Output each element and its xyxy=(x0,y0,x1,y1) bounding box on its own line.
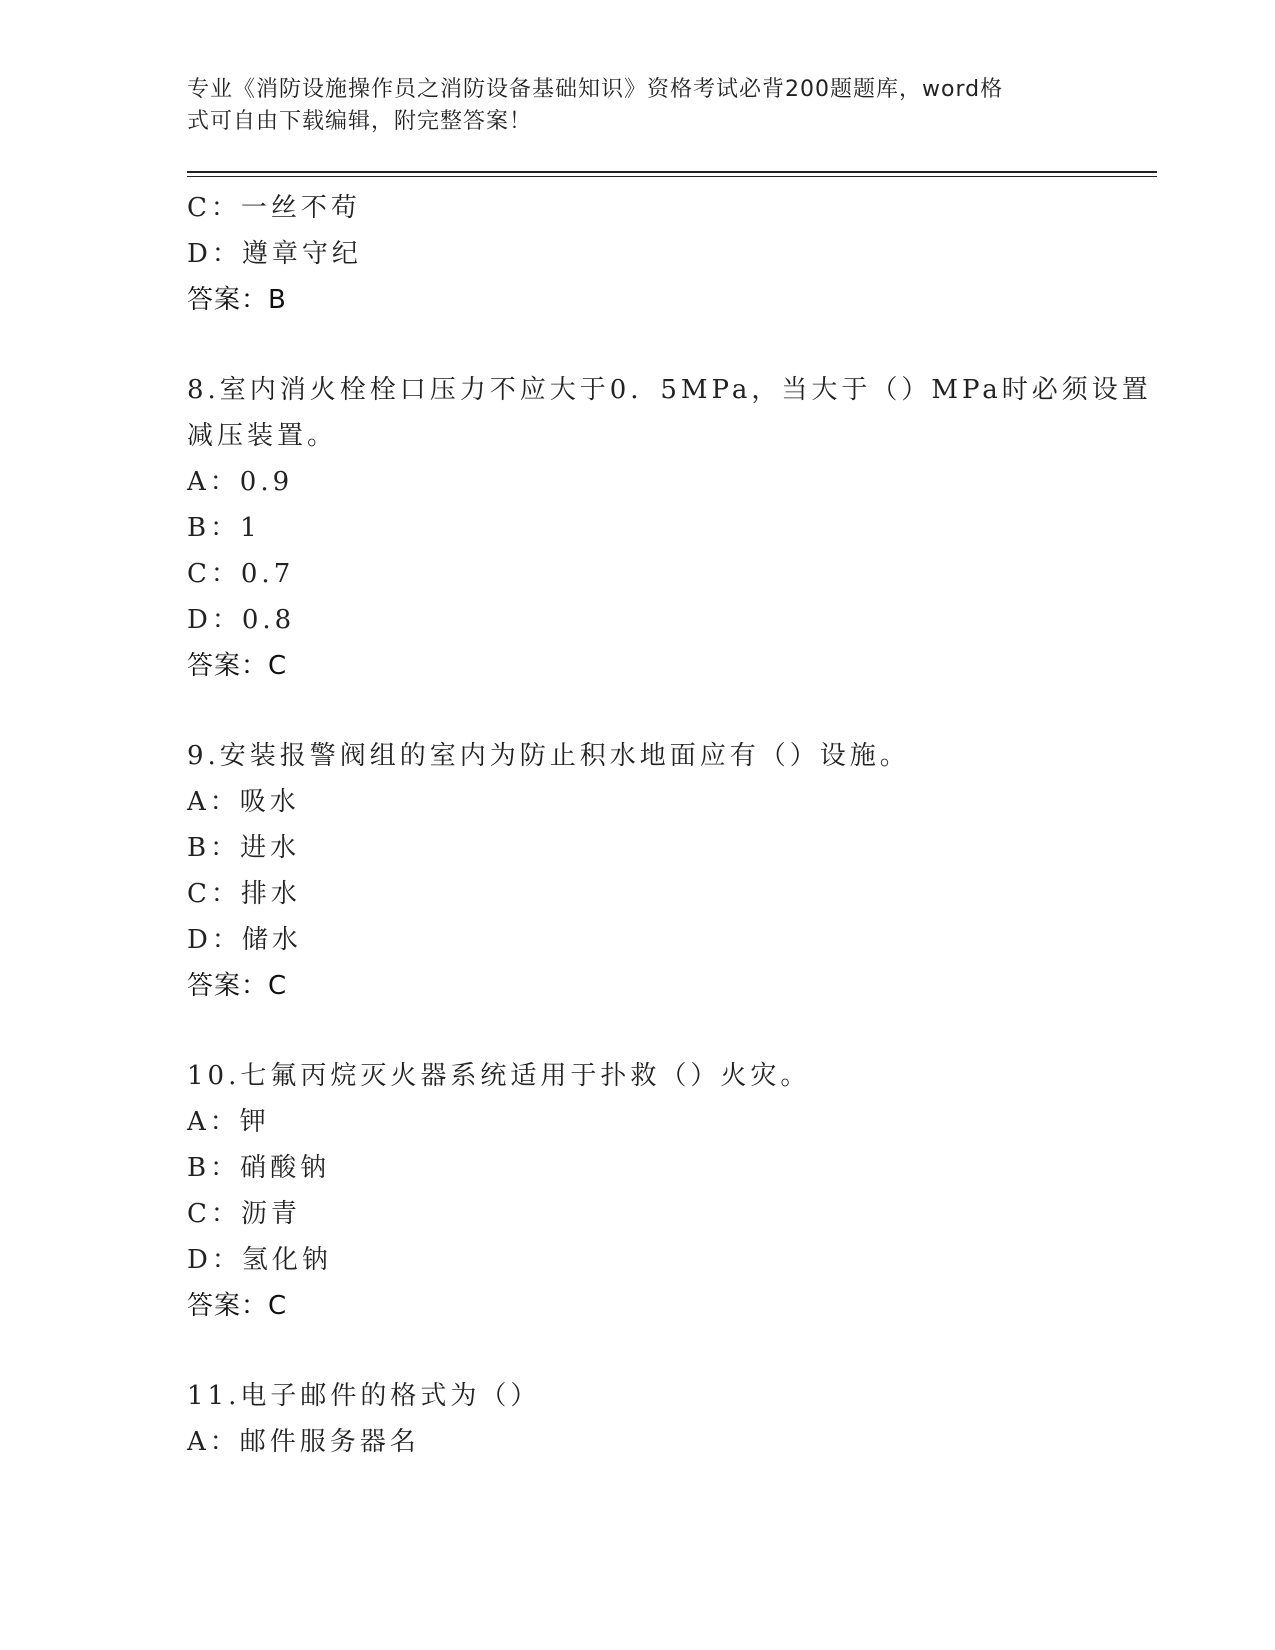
q11-stem xyxy=(187,1373,1147,1419)
q10-option-a: A：钾 xyxy=(187,1107,270,1137)
q10-option-c: C：沥青 xyxy=(187,1199,301,1229)
q8-option-a: A：0.9 xyxy=(187,467,294,497)
question-list xyxy=(187,185,1152,1465)
q10-answer: 答案：C xyxy=(187,1291,288,1321)
document-header xyxy=(187,74,1077,138)
q9-option-c: C：排水 xyxy=(187,879,301,909)
q10-option-d: D：氢化钠 xyxy=(187,1245,332,1275)
q8-stem xyxy=(187,367,1152,459)
q8-answer: 答案：C xyxy=(187,651,288,681)
header-divider-thick xyxy=(187,171,1157,173)
header-title-line-1: 专业《消防设施操作员之消防设备基础知识》资格考试必背200题题库，word格 xyxy=(187,77,1004,102)
q7-answer: 答案：B xyxy=(187,285,287,315)
q9-option-b: B：进水 xyxy=(187,833,301,863)
q9-answer: 答案：C xyxy=(187,971,288,1001)
header-divider-thin xyxy=(187,176,1157,177)
q11-option-a: A：邮件服务器名 xyxy=(187,1427,420,1457)
header-title-line-2: 式可自由下载编辑，附完整答案！ xyxy=(187,109,533,134)
q10-stem-line-1: 10.七氟丙烷灭火器系统适用于扑救（）火灾。 xyxy=(187,1061,811,1091)
question-9 xyxy=(187,733,1147,1009)
question-10 xyxy=(187,1053,1147,1329)
q8-stem-line-1: 8.室内消火栓栓口压力不应大于0．5MPa，当大于（）MPa时必须设置 xyxy=(187,375,1152,405)
q8-option-c: C：0.7 xyxy=(187,559,295,589)
q8-option-b: B：1 xyxy=(187,513,261,543)
question-11 xyxy=(187,1373,1147,1465)
q9-option-a: A：吸水 xyxy=(187,787,300,817)
q7-option-d: D：遵章守纪 xyxy=(187,239,362,269)
question-7-tail xyxy=(187,185,1147,323)
q11-stem-line-1: 11.电子邮件的格式为（） xyxy=(187,1381,541,1411)
q9-option-d: D：储水 xyxy=(187,925,302,955)
q9-stem-line-1: 9.安装报警阀组的室内为防止积水地面应有（）设施。 xyxy=(187,741,910,771)
q7-option-c: C：一丝不苟 xyxy=(187,193,361,223)
q10-option-b: B：硝酸钠 xyxy=(187,1153,331,1183)
q8-option-d: D：0.8 xyxy=(187,605,296,635)
q8-stem-line-2: 减压装置。 xyxy=(187,421,338,451)
q10-stem xyxy=(187,1053,1147,1099)
question-8 xyxy=(187,367,1152,689)
q9-stem xyxy=(187,733,1147,779)
